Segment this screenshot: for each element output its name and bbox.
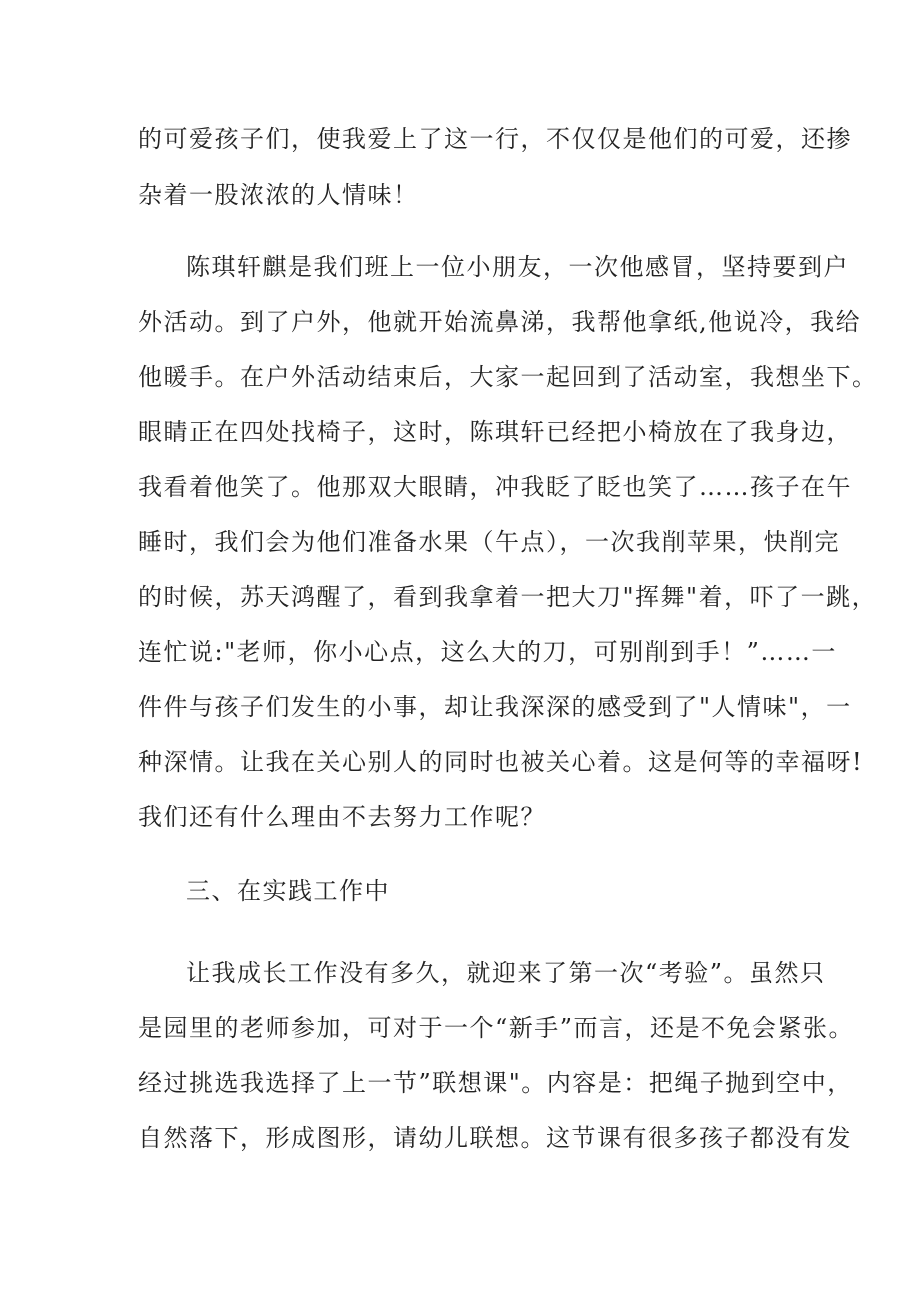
paragraph-2-line-2: 外活动。到了户外，他就开始流鼻涕，我帮他拿纸,他说冷，我给 <box>138 308 862 336</box>
paragraph-2-line-6: 睡时，我们会为他们准备水果（午点），一次我削苹果，快削完 <box>138 528 840 556</box>
paragraph-2-line-1: 陈琪轩麒是我们班上一位小朋友，一次他感冒，坚持要到户 <box>186 253 849 281</box>
paragraph-1-line-1: 的可爱孩子们，使我爱上了这一行，不仅仅是他们的可爱，还掺 <box>138 125 852 153</box>
paragraph-2-line-7: 的时候，苏天鸿醒了，看到我拿着一把大刀"挥舞"着，吓了一跳， <box>138 583 878 611</box>
paragraph-2-line-11: 我们还有什么理由不去努力工作呢？ <box>138 803 546 831</box>
paragraph-2-line-10: 种深情。让我在关心别人的同时也被关心着。这是何等的幸福呀! <box>138 748 864 776</box>
paragraph-2-line-9: 件件与孩子们发生的小事，却让我深深的感受到了"人情味"，一 <box>138 693 852 721</box>
paragraph-4-line-3: 经过挑选我选择了上一节”联想课"。内容是：把绳子抛到空中， <box>138 1069 853 1097</box>
paragraph-1-line-2: 杂着一股浓浓的人情味！ <box>138 181 419 209</box>
paragraph-2-line-4: 眼睛正在四处找椅子，这时，陈琪轩已经把小椅放在了我身边， <box>138 418 852 446</box>
paragraph-2-line-3: 他暖手。在户外活动结束后，大家一起回到了活动室，我想坐下。 <box>138 363 878 391</box>
paragraph-2-line-8: 连忙说:"老师，你小心点，这么大的刀，可别削到手！”……一 <box>138 638 837 666</box>
paragraph-4-line-4: 自然落下，形成图形，请幼儿联想。这节课有很多孩子都没有发 <box>138 1124 852 1152</box>
paragraph-4-line-1: 让我成长工作没有多久，就迎来了第一次“考验”。虽然只 <box>186 959 826 987</box>
paragraph-2-line-5: 我看着他笑了。他那双大眼睛，冲我眨了眨也笑了……孩子在午 <box>138 473 852 501</box>
paragraph-4-line-2: 是园里的老师参加，可对于一个“新手”而言，还是不免会紧张。 <box>138 1014 855 1042</box>
section-heading: 三、在实践工作中 <box>186 877 390 905</box>
